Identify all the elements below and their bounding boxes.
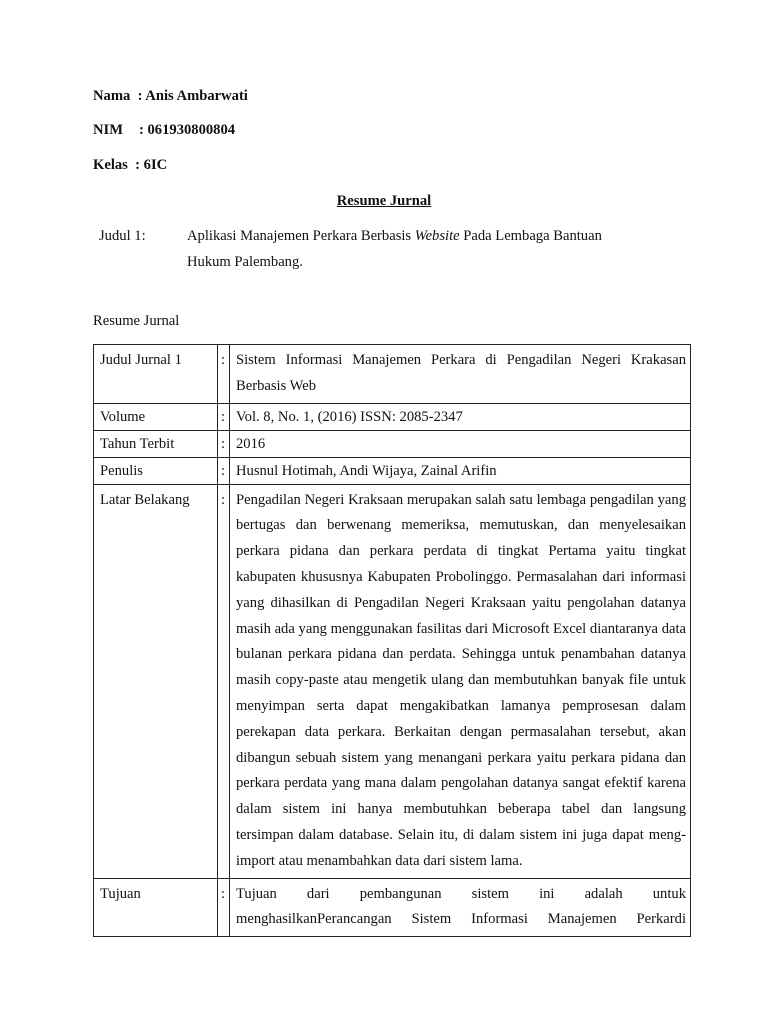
row-label: Latar Belakang — [94, 484, 218, 878]
row-value: Vol. 8, No. 1, (2016) ISSN: 2085-2347 — [230, 403, 691, 430]
row-value: 2016 — [230, 430, 691, 457]
row-separator: : — [218, 430, 230, 457]
row-value-line: menghasilkanPerancangan Sistem Informasi Manajemen Perkardi — [236, 911, 686, 928]
judul-line-1 — [187, 228, 602, 245]
row-value: Pengadilan Negeri Kraksaan merupakan salah satu lembaga pengadilan yang bertugas dan berwenang memeriksa, memutuskan, dan menyelesaikan perkara pidana dan perkara perdata di tingkat Pertama yaitu tingkat kabupaten khususnya Kabupaten Probolinggo. Permasalahan dari informasi yang dihasilkan di Pengadilan Negeri Kraksaan yaitu pengolahan datanya masih ada yang menggunakan fasilitas dari Microsoft Excel diantaranya data bulanan perkara pidana dan perdata. Sehingga untuk penambahan datanya masih copy-paste atau mengetik ulang dan membutuhkan banyak file untuk menyimpan serta dapat mengakibatkan lamanya pemprosesan dalam perekapan data perkara. Berkaitan dengan permasalahan tersebut, akan dibangun sebuah sistem yang menangani perkara yaitu perkara pidana dan perkara perdata yang mana dalam pengolahan datanya sangat efektif karena dalam sistem ini hanya membutuhkan beberapa tabel dan langsung tersimpan dalam database. Selain itu, di dalam sistem ini juga dapat meng-import atau menambahkan data dari sistem lama. — [230, 484, 691, 878]
kelas-label: Kelas — [93, 157, 128, 173]
nim-line — [93, 122, 235, 139]
row-label: Judul Jurnal 1 — [94, 345, 218, 404]
row-separator: : — [218, 345, 230, 404]
section-label: Resume Jurnal — [93, 313, 180, 329]
judul-line1-em: Website — [414, 228, 460, 244]
row-value: Husnul Hotimah, Andi Wijaya, Zainal Arifin — [230, 457, 691, 484]
nim-value: : 061930800804 — [139, 122, 236, 138]
resume-table — [93, 344, 691, 937]
row-label: Tujuan — [94, 878, 218, 937]
kelas-line — [93, 157, 167, 174]
judul-label: Judul 1: — [99, 228, 146, 244]
table-row — [94, 484, 691, 878]
judul-line1-pre: Aplikasi Manajemen Perkara Berbasis — [187, 228, 415, 244]
judul-line1-post: Pada Lembaga Bantuan — [459, 228, 602, 244]
row-value-line: Tujuan dari pembangunan sistem ini adalah untuk — [236, 885, 686, 902]
row-separator: : — [218, 484, 230, 878]
row-label: Tahun Terbit — [94, 430, 218, 457]
row-separator: : — [218, 878, 230, 937]
judul-line-2: Hukum Palembang. — [187, 254, 303, 270]
row-separator: : — [218, 403, 230, 430]
table-row — [94, 878, 691, 937]
nama-line — [93, 88, 248, 105]
table-row — [94, 345, 691, 404]
nim-label: NIM — [93, 122, 123, 138]
nama-label: Nama — [93, 88, 131, 104]
row-label: Penulis — [94, 457, 218, 484]
table-row — [94, 430, 691, 457]
row-value: Sistem Informasi Manajemen Perkara di Pengadilan Negeri Krakasan Berbasis Web — [230, 345, 691, 404]
page-title: Resume Jurnal — [336, 193, 432, 209]
row-label: Volume — [94, 403, 218, 430]
kelas-value: : 6IC — [135, 157, 168, 173]
nama-value: : Anis Ambarwati — [137, 88, 248, 104]
table-row — [94, 403, 691, 430]
row-value — [230, 878, 691, 937]
row-separator: : — [218, 457, 230, 484]
table-row — [94, 457, 691, 484]
